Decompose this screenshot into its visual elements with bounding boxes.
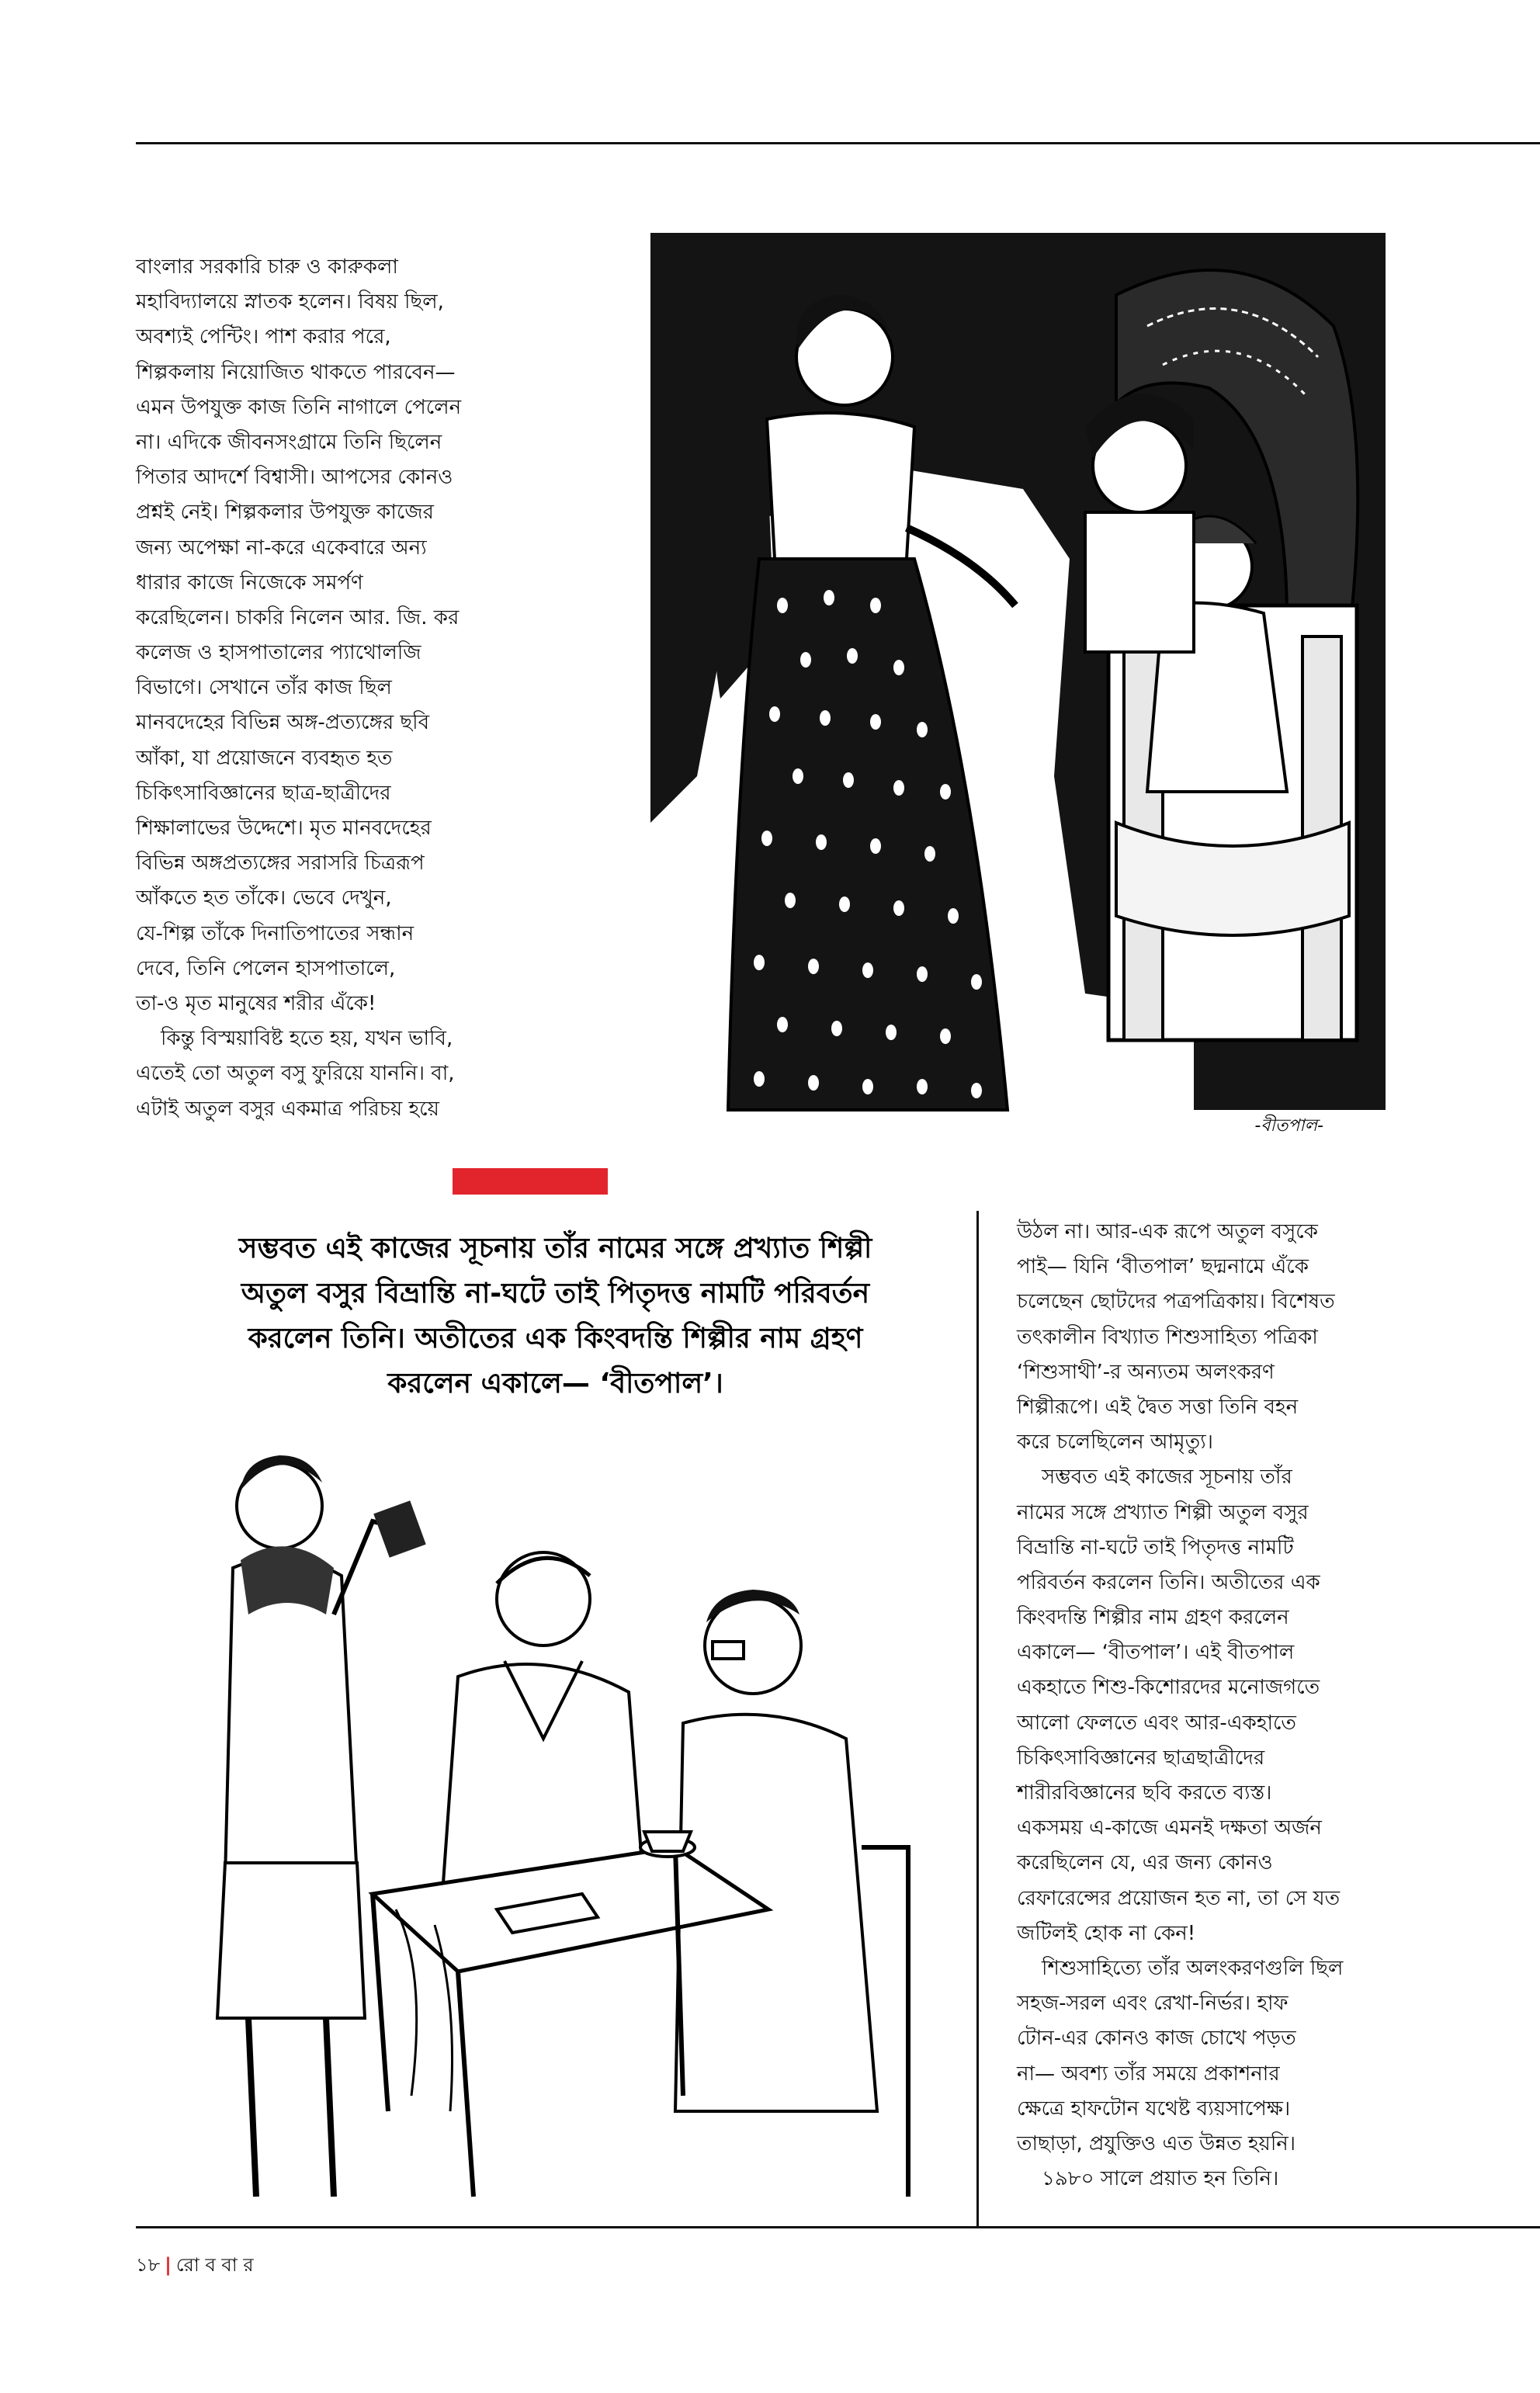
body-line: কলেজ ও হাসপাতালের প্যাথোলজি [136,641,421,665]
pull-quote-line: করলেন একালে— ‘বীতপাল’। [387,1368,723,1399]
body-line: যে-শিল্প তাঁকে দিনাতিপাতের সন্ধান [136,921,414,945]
body-line: এতেই তো অতুল বসু ফুরিয়ে যাননি। বা, [136,1062,455,1086]
page-number: ১৮ [136,2254,161,2276]
body-line: শিক্ষালাভের উদ্দেশে। মৃত মানবদেহের [136,817,432,840]
body-line: না— অবশ্য তাঁর সময়ে প্রকাশনার [1017,2062,1280,2086]
body-line: শিশুসাহিত্যে তাঁর অলংকরণগুলি ছিল [1042,1956,1344,1980]
pull-quote-line: অতুল বসুর বিভ্রান্তি না-ঘটে তাই পিতৃদত্ত নামটি পরিবর্তন [241,1278,870,1309]
column-divider [976,1211,979,2228]
body-line: টোন-এর কোনও কাজ চোখে পড়ত [1017,2027,1296,2051]
body-line: একসময় এ-কাজে এমনই দক্ষতা অর্জন [1017,1816,1322,1840]
page-folio [136,2251,254,2282]
illustration-woman-and-child [650,233,1386,1164]
body-line: না। এদিকে জীবনসংগ্রামে তিনি ছিলেন [136,430,442,454]
body-line: মহাবিদ্যালয়ে স্নাতক হলেন। বিষয় ছিল, [136,290,444,314]
body-line: একহাতে শিশু-কিশোরদের মনোজগতে [1017,1676,1320,1700]
body-line: জন্য অপেক্ষা না-করে একেবারে অন্য [136,536,427,560]
body-line: তাছাড়া, প্রযুক্তিও এত উন্নত হয়নি। [1017,2131,1296,2155]
body-line: সম্ভবত এই কাজের সূচনায় তাঁর [1042,1465,1292,1490]
body-line: ১৯৮০ সালে প্রয়াত হন তিনি। [1042,2167,1279,2191]
body-line: পিতার আদর্শে বিশ্বাসী। আপসের কোনও [136,466,453,490]
body-line: তৎকালীন বিখ্যাত শিশুসাহিত্য পত্রিকা [1017,1325,1318,1349]
body-line: ক্ষেত্রে হাফটোন যথেষ্ট ব্যয়সাপেক্ষ। [1017,2096,1291,2121]
pull-quote-line: করলেন তিনি। অতীতের এক কিংবদন্তি শিল্পীর নাম গ্রহণ [248,1323,863,1354]
illustration-signature: -বীতপাল- [1254,1116,1323,1136]
pull-quote-line: সম্ভবত এই কাজের সূচনায় তাঁর নামের সঙ্গে প্রখ্যাত শিল্পী [238,1233,872,1264]
body-line: কিন্তু বিস্ময়াবিষ্ট হতে হয়, যখন ভাবি, [161,1027,453,1051]
illustration-three-men-drawing [179,1413,924,2239]
body-line: বিভিন্ন অঙ্গপ্রত্যঙ্গের সরাসরি চিত্ররূপ [136,851,425,876]
body-line: আলো ফেলতে এবং আর-একহাতে [1017,1711,1296,1735]
body-line: আঁকা, যা প্রয়োজনে ব্যবহৃত হত [136,746,393,770]
red-accent-bar [453,1168,608,1195]
body-line: এটাই অতুল বসুর একমাত্র পরিচয় হয়ে [136,1097,439,1121]
body-line: একালে— ‘বীতপাল’। এই বীতপাল [1017,1641,1295,1665]
bottom-rule [136,2226,1540,2228]
body-line: শিল্পীরূপে। এই দ্বৈত সত্তা তিনি বহন [1017,1395,1299,1419]
body-line: আঁকতে হত তাঁকে। ভেবে দেখুন, [136,886,392,910]
body-line: পরিবর্তন করলেন তিনি। অতীতের এক [1017,1570,1320,1594]
body-line: ‘শিশুসাথী’-র অন্যতম অলংকরণ [1017,1360,1275,1384]
body-line: করেছিলেন যে, এর জন্য কোনও [1017,1851,1273,1875]
body-line: শারীরবিজ্ঞানের ছবি করতে ব্যস্ত। [1017,1781,1272,1805]
illustration-woman-and-child-drawing [650,233,1386,1164]
body-line: জটিলই হোক না কেন! [1017,1921,1196,1945]
body-line: বিভাগে। সেখানে তাঁর কাজ ছিল [136,676,392,700]
illustration-three-men-at-table [179,1413,924,2239]
top-rule [136,142,1540,144]
body-line: দেবে, তিনি পেলেন হাসপাতালে, [136,956,396,980]
body-line: কিংবদন্তি শিল্পীর নাম গ্রহণ করলেন [1017,1606,1289,1630]
body-line: করেছিলেন। চাকরি নিলেন আর. জি. কর [136,605,460,629]
body-line: চিকিৎসাবিজ্ঞানের ছাত্র-ছাত্রীদের [136,781,391,805]
body-line: উঠল না। আর-এক রূপে অতুল বসুকে [1017,1220,1318,1243]
body-line: পাই— যিনি ‘বীতপাল’ ছদ্মনামে এঁকে [1017,1255,1309,1279]
body-line: করে চলেছিলেন আমৃত্যু। [1017,1431,1213,1455]
folio-separator: | [165,2254,172,2276]
body-line: সহজ-সরল এবং রেখা-নির্ভর। হাফ [1017,1992,1289,2016]
body-line: নামের সঙ্গে প্রখ্যাত শিল্পী অতুল বসুর [1017,1500,1309,1524]
body-line: চলেছেন ছোটদের পত্রপত্রিকায়। বিশেষত [1017,1290,1335,1314]
body-line: তা-ও মৃত মানুষের শরীর এঁকে! [136,991,376,1015]
pull-quote [138,1226,973,1406]
body-line: রেফারেন্সের প্রয়োজন হত না, তা সে যত [1017,1886,1341,1910]
body-line: এমন উপযুক্ত কাজ তিনি নাগালে পেলেন [136,395,462,419]
body-line: চিকিৎসাবিজ্ঞানের ছাত্রছাত্রীদের [1017,1746,1265,1770]
body-line: অবশ্যই পেন্টিং। পাশ করার পরে, [136,325,391,349]
body-line: প্রশ্নই নেই। শিল্পকলার উপযুক্ত কাজের [136,501,434,525]
left-body-column [136,250,532,1127]
body-line: শিল্পকলায় নিয়োজিত থাকতে পারবেন— [136,360,456,384]
right-body-column [1017,1215,1467,2197]
body-line: ধারার কাজে নিজেকে সমর্পণ [136,571,363,595]
body-line: বাংলার সরকারি চারু ও কারুকলা [136,255,398,279]
magazine-name: রো ব বা র [175,2254,254,2276]
body-line: মানবদেহের বিভিন্ন অঙ্গ-প্রত্যঙ্গের ছবি [136,711,430,735]
body-line: বিভ্রান্তি না-ঘটে তাই পিতৃদত্ত নামটি [1017,1535,1294,1559]
